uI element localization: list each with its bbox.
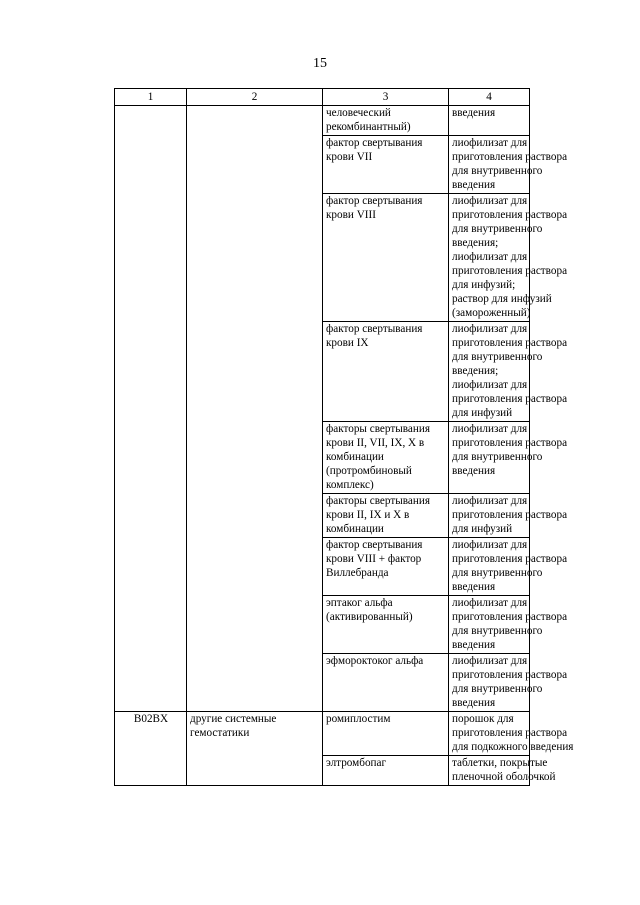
cell-line: приготовления раствора bbox=[452, 509, 568, 521]
cell-line: для подкожного введения bbox=[452, 741, 574, 753]
cell-line: лиофилизат для bbox=[452, 539, 528, 551]
header-col-4: 4 bbox=[449, 89, 530, 106]
cell-line: лиофилизат для bbox=[452, 655, 528, 667]
table-body bbox=[115, 106, 574, 786]
cell-line: пленочной оболочкой bbox=[452, 771, 556, 783]
cell-line: лиофилизат для bbox=[452, 495, 528, 507]
header-col-3: 3 bbox=[323, 89, 449, 106]
cell-line: эфмороктоког альфа bbox=[326, 655, 424, 667]
cell-line: введения; bbox=[452, 365, 499, 377]
drug-name-cell bbox=[323, 194, 449, 322]
cell-line: фактор свертывания bbox=[326, 539, 423, 551]
drug-table bbox=[114, 88, 574, 786]
cell-line: приготовления раствора bbox=[452, 393, 568, 405]
cell-line: введения bbox=[452, 697, 496, 709]
cell-line: для внутривенного bbox=[452, 351, 543, 363]
dosage-form-cell bbox=[449, 494, 568, 538]
cell-line: лиофилизат для bbox=[452, 137, 528, 149]
cell-line: комплекс) bbox=[326, 479, 374, 491]
cell-line: для внутривенного bbox=[452, 165, 543, 177]
cell-line: приготовления раствора bbox=[452, 437, 568, 449]
cell-line: факторы свертывания bbox=[326, 495, 430, 507]
header-col-2: 2 bbox=[187, 89, 323, 106]
cell-line: крови IX bbox=[326, 337, 369, 349]
dosage-form-cell bbox=[449, 654, 568, 712]
atc-code-cell bbox=[115, 106, 187, 712]
cell-line: Виллебранда bbox=[326, 567, 389, 579]
cell-line: порошок для bbox=[452, 713, 514, 725]
dosage-form-cell bbox=[449, 106, 530, 136]
cell-line: приготовления раствора bbox=[452, 669, 568, 681]
page-number: 15 bbox=[313, 56, 327, 71]
cell-line: комбинации bbox=[326, 451, 384, 463]
cell-line: крови VIII + фактор bbox=[326, 553, 422, 565]
table-row bbox=[115, 106, 530, 136]
cell-line: эптаког альфа bbox=[326, 597, 393, 609]
cell-line: крови VIII bbox=[326, 209, 376, 221]
cell-line: гемостатики bbox=[190, 727, 250, 739]
dosage-form-cell bbox=[449, 538, 568, 596]
cell-line: приготовления раствора bbox=[452, 611, 568, 623]
cell-line: для внутривенного bbox=[452, 625, 543, 637]
atc-code-cell: B02BX bbox=[115, 712, 187, 786]
cell-line: для внутривенного bbox=[452, 451, 543, 463]
cell-line: факторы свертывания bbox=[326, 423, 430, 435]
cell-line: приготовления раствора bbox=[452, 151, 568, 163]
drug-name-cell bbox=[323, 136, 449, 194]
dosage-form-cell bbox=[449, 756, 556, 786]
cell-line: человеческий bbox=[326, 107, 391, 119]
cell-line: введения; bbox=[452, 237, 499, 249]
cell-line: для инфузий bbox=[452, 523, 513, 535]
header-col-1: 1 bbox=[115, 89, 187, 106]
cell-line: приготовления раствора bbox=[452, 209, 568, 221]
cell-line: фактор свертывания bbox=[326, 195, 423, 207]
drug-name-cell bbox=[323, 596, 449, 654]
dosage-form-cell bbox=[449, 712, 574, 756]
cell-line: для внутривенного bbox=[452, 683, 543, 695]
cell-line: лиофилизат для bbox=[452, 423, 528, 435]
drug-name-cell bbox=[323, 322, 449, 422]
cell-line: лиофилизат для bbox=[452, 195, 528, 207]
drug-name-cell bbox=[323, 494, 449, 538]
cell-line: приготовления раствора bbox=[452, 337, 568, 349]
drug-name-cell bbox=[323, 712, 449, 756]
cell-line: для инфузий; bbox=[452, 279, 516, 291]
cell-line: ромиплостим bbox=[326, 713, 391, 725]
dosage-form-cell bbox=[449, 596, 568, 654]
dosage-form-cell bbox=[449, 194, 568, 322]
drug-name-cell bbox=[323, 106, 449, 136]
drug-name-cell bbox=[323, 756, 449, 786]
cell-line: лиофилизат для bbox=[452, 323, 528, 335]
cell-line: крови II, IX и X в bbox=[326, 509, 410, 521]
cell-line: лиофилизат для bbox=[452, 251, 528, 263]
group-name-cell bbox=[187, 712, 323, 786]
cell-line: крови II, VII, IX, X в bbox=[326, 437, 425, 449]
cell-line: (замороженный) bbox=[452, 307, 531, 319]
cell-line: приготовления раствора bbox=[452, 727, 568, 739]
cell-line: для внутривенного bbox=[452, 567, 543, 579]
cell-line: введения bbox=[452, 581, 496, 593]
drug-name-cell bbox=[323, 654, 449, 712]
cell-line: лиофилизат для bbox=[452, 597, 528, 609]
cell-line: введения bbox=[452, 465, 496, 477]
table-row bbox=[115, 712, 530, 756]
cell-line: для внутривенного bbox=[452, 223, 543, 235]
cell-line: элтромбопаг bbox=[326, 757, 387, 769]
cell-line: таблетки, покрытые bbox=[452, 757, 548, 769]
cell-line: введения bbox=[452, 179, 496, 191]
cell-line: для инфузий bbox=[452, 407, 513, 419]
drug-name-cell bbox=[323, 538, 449, 596]
cell-line: (протромбиновый bbox=[326, 465, 412, 477]
cell-line: рекомбинантный) bbox=[326, 121, 411, 133]
dosage-form-cell bbox=[449, 422, 568, 494]
cell-line: другие системные bbox=[190, 713, 277, 725]
cell-line: приготовления раствора bbox=[452, 553, 568, 565]
cell-line: (активированный) bbox=[326, 611, 413, 623]
group-name-cell bbox=[187, 106, 323, 712]
cell-line: введения bbox=[452, 107, 496, 119]
cell-line: крови VII bbox=[326, 151, 373, 163]
cell-line: комбинации bbox=[326, 523, 384, 535]
cell-line: приготовления раствора bbox=[452, 265, 568, 277]
cell-line: лиофилизат для bbox=[452, 379, 528, 391]
cell-line: введения bbox=[452, 639, 496, 651]
dosage-form-cell bbox=[449, 322, 568, 422]
dosage-form-cell bbox=[449, 136, 568, 194]
cell-line: фактор свертывания bbox=[326, 323, 423, 335]
table-header-row bbox=[115, 89, 530, 106]
cell-line: раствор для инфузий bbox=[452, 293, 552, 305]
drug-name-cell bbox=[323, 422, 449, 494]
cell-line: фактор свертывания bbox=[326, 137, 423, 149]
